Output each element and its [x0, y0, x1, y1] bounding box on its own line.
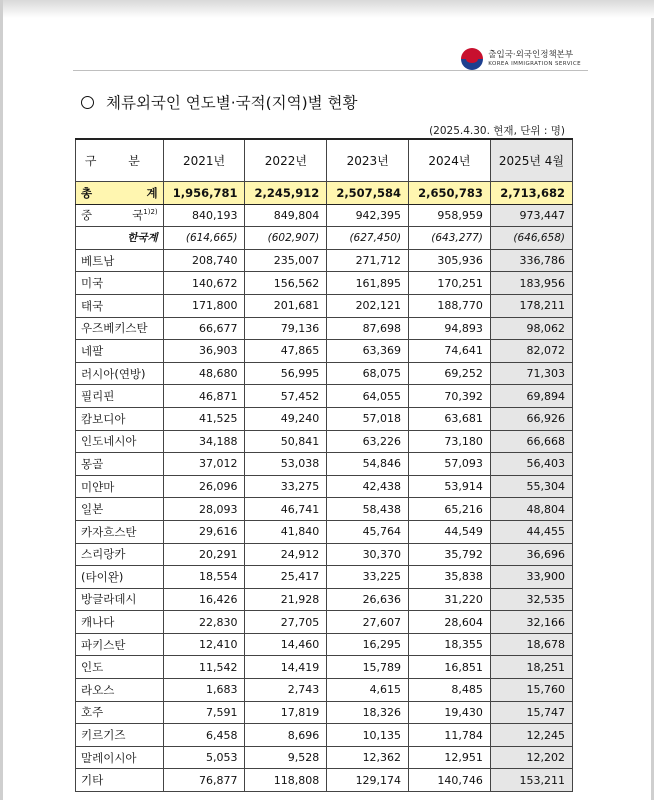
value-cell: 33,225: [327, 566, 409, 589]
value-cell: 11,542: [163, 656, 245, 679]
document-title: [81, 91, 357, 113]
value-cell: 8,696: [245, 724, 327, 747]
agency-name-english: KOREA IMMIGRATION SERVICE: [488, 61, 581, 67]
foreign-residents-table: [75, 138, 573, 792]
table-row: [76, 475, 573, 498]
value-cell: 21,928: [245, 588, 327, 611]
value-cell: 64,055: [327, 385, 409, 408]
country-name: 캐나다: [76, 611, 164, 634]
table-row: [76, 633, 573, 656]
value-cell: 68,075: [327, 362, 409, 385]
table-row: [76, 498, 573, 521]
country-name: 파키스탄: [76, 633, 164, 656]
value-cell: 30,370: [327, 543, 409, 566]
value-cell: 58,438: [327, 498, 409, 521]
table-row: [76, 701, 573, 724]
value-cell: 9,528: [245, 746, 327, 769]
value-cell: 15,789: [327, 656, 409, 679]
value-cell: 70,392: [409, 385, 491, 408]
value-cell: 1,956,781: [163, 182, 245, 205]
column-header-year: 2023년: [327, 139, 409, 182]
scan-shadow: [3, 0, 654, 18]
value-cell: 66,668: [490, 430, 572, 453]
value-cell: 6,458: [163, 724, 245, 747]
country-name: 미얀마: [76, 475, 164, 498]
value-cell: 14,419: [245, 656, 327, 679]
value-cell: 19,430: [409, 701, 491, 724]
table-row: [76, 656, 573, 679]
value-cell: 29,616: [163, 520, 245, 543]
value-cell: 2,713,682: [490, 182, 572, 205]
value-cell: 4,615: [327, 679, 409, 702]
value-cell: 183,956: [490, 272, 572, 295]
value-cell: 27,607: [327, 611, 409, 634]
table-row: [76, 294, 573, 317]
value-cell: 271,712: [327, 249, 409, 272]
value-cell: 336,786: [490, 249, 572, 272]
value-cell: 55,304: [490, 475, 572, 498]
value-cell: 942,395: [327, 204, 409, 227]
value-cell: 56,995: [245, 362, 327, 385]
value-cell: 66,926: [490, 407, 572, 430]
value-cell: 63,226: [327, 430, 409, 453]
value-cell: 44,455: [490, 520, 572, 543]
value-cell: 161,895: [327, 272, 409, 295]
value-cell: 79,136: [245, 317, 327, 340]
value-cell: 69,894: [490, 385, 572, 408]
value-cell: 156,562: [245, 272, 327, 295]
value-cell: 49,240: [245, 407, 327, 430]
country-name: 라오스: [76, 679, 164, 702]
value-cell: 41,840: [245, 520, 327, 543]
country-name: 말레이시아: [76, 746, 164, 769]
country-name: 베트남: [76, 249, 164, 272]
agency-logo: [461, 48, 581, 70]
column-header-year: 2025년 4월: [490, 139, 572, 182]
value-cell: 94,893: [409, 317, 491, 340]
table-row: [76, 272, 573, 295]
value-cell: 18,554: [163, 566, 245, 589]
value-cell: 958,959: [409, 204, 491, 227]
country-name: 태국: [76, 294, 164, 317]
value-cell: 44,549: [409, 520, 491, 543]
value-cell: 15,760: [490, 679, 572, 702]
value-cell: 69,252: [409, 362, 491, 385]
value-cell: 188,770: [409, 294, 491, 317]
value-cell: 57,018: [327, 407, 409, 430]
table-row: [76, 204, 573, 227]
total-row: [76, 182, 573, 205]
value-cell: 48,804: [490, 498, 572, 521]
country-name: 스리랑카: [76, 543, 164, 566]
value-cell: 12,202: [490, 746, 572, 769]
table-row: [76, 611, 573, 634]
country-name: 일본: [76, 498, 164, 521]
value-cell: 35,792: [409, 543, 491, 566]
value-cell: 202,121: [327, 294, 409, 317]
country-name: 네팔: [76, 340, 164, 363]
value-cell: 37,012: [163, 453, 245, 476]
value-cell: 27,705: [245, 611, 327, 634]
value-cell: 11,784: [409, 724, 491, 747]
value-cell: 32,535: [490, 588, 572, 611]
value-cell: 208,740: [163, 249, 245, 272]
value-cell: (614,665): [163, 227, 245, 250]
unit-note: (2025.4.30. 현재, 단위 : 명): [429, 125, 565, 137]
bullet-circle-icon: [81, 96, 94, 109]
value-cell: 63,369: [327, 340, 409, 363]
value-cell: 1,683: [163, 679, 245, 702]
value-cell: 12,951: [409, 746, 491, 769]
value-cell: (646,658): [490, 227, 572, 250]
value-cell: 305,936: [409, 249, 491, 272]
value-cell: 118,808: [245, 769, 327, 792]
value-cell: 65,216: [409, 498, 491, 521]
value-cell: 140,746: [409, 769, 491, 792]
value-cell: 87,698: [327, 317, 409, 340]
value-cell: 18,355: [409, 633, 491, 656]
value-cell: 10,135: [327, 724, 409, 747]
header-divider: [73, 70, 588, 71]
value-cell: 849,804: [245, 204, 327, 227]
country-name: 러시아(연방): [76, 362, 164, 385]
subtotal-row: [76, 227, 573, 250]
column-header-category: 구 분: [76, 139, 164, 182]
table-row: [76, 543, 573, 566]
value-cell: (643,277): [409, 227, 491, 250]
value-cell: 31,220: [409, 588, 491, 611]
column-header-year: 2024년: [409, 139, 491, 182]
value-cell: 5,053: [163, 746, 245, 769]
country-name: 중 국$^{1)2)}$: [76, 204, 164, 227]
value-cell: 34,188: [163, 430, 245, 453]
table-row: [76, 453, 573, 476]
value-cell: 32,166: [490, 611, 572, 634]
table-row: [76, 430, 573, 453]
value-cell: 45,764: [327, 520, 409, 543]
value-cell: 24,912: [245, 543, 327, 566]
value-cell: 2,743: [245, 679, 327, 702]
table-row: [76, 566, 573, 589]
value-cell: 15,747: [490, 701, 572, 724]
value-cell: 178,211: [490, 294, 572, 317]
value-cell: 170,251: [409, 272, 491, 295]
agency-name-korean: 출입국·외국인정책본부: [488, 50, 574, 60]
value-cell: 33,275: [245, 475, 327, 498]
value-cell: 28,093: [163, 498, 245, 521]
value-cell: 7,591: [163, 701, 245, 724]
country-name: (타이완): [76, 566, 164, 589]
value-cell: 47,865: [245, 340, 327, 363]
table-row: [76, 407, 573, 430]
value-cell: 26,096: [163, 475, 245, 498]
value-cell: 8,485: [409, 679, 491, 702]
value-cell: 12,245: [490, 724, 572, 747]
value-cell: 12,362: [327, 746, 409, 769]
country-name: 몽골: [76, 453, 164, 476]
value-cell: 63,681: [409, 407, 491, 430]
value-cell: 18,326: [327, 701, 409, 724]
value-cell: 56,403: [490, 453, 572, 476]
table-row: [76, 588, 573, 611]
value-cell: 17,819: [245, 701, 327, 724]
value-cell: 57,452: [245, 385, 327, 408]
table-row: [76, 724, 573, 747]
value-cell: 73,180: [409, 430, 491, 453]
table-row: [76, 340, 573, 363]
value-cell: (602,907): [245, 227, 327, 250]
table-row: [76, 769, 573, 792]
value-cell: 16,426: [163, 588, 245, 611]
value-cell: 71,303: [490, 362, 572, 385]
country-name: 인도네시아: [76, 430, 164, 453]
value-cell: 2,650,783: [409, 182, 491, 205]
value-cell: 16,851: [409, 656, 491, 679]
value-cell: 46,871: [163, 385, 245, 408]
value-cell: 82,072: [490, 340, 572, 363]
value-cell: 22,830: [163, 611, 245, 634]
country-name: 인도: [76, 656, 164, 679]
value-cell: 12,410: [163, 633, 245, 656]
country-name: 캄보디아: [76, 407, 164, 430]
value-cell: 36,903: [163, 340, 245, 363]
country-name: 방글라데시: [76, 588, 164, 611]
table-row: [76, 746, 573, 769]
table-row: [76, 385, 573, 408]
value-cell: 57,093: [409, 453, 491, 476]
country-name: 키르기즈: [76, 724, 164, 747]
country-name: 호주: [76, 701, 164, 724]
value-cell: 53,038: [245, 453, 327, 476]
value-cell: 48,680: [163, 362, 245, 385]
value-cell: 53,914: [409, 475, 491, 498]
table-row: [76, 249, 573, 272]
taegeuk-emblem-icon: [461, 48, 483, 70]
country-name: 필리핀: [76, 385, 164, 408]
value-cell: 840,193: [163, 204, 245, 227]
table-row: [76, 362, 573, 385]
value-cell: 2,245,912: [245, 182, 327, 205]
value-cell: 26,636: [327, 588, 409, 611]
table-row: [76, 317, 573, 340]
table-row: [76, 679, 573, 702]
value-cell: 201,681: [245, 294, 327, 317]
value-cell: 14,460: [245, 633, 327, 656]
value-cell: 25,417: [245, 566, 327, 589]
country-name: 총 계: [76, 182, 164, 205]
value-cell: 235,007: [245, 249, 327, 272]
value-cell: 41,525: [163, 407, 245, 430]
value-cell: 28,604: [409, 611, 491, 634]
value-cell: 42,438: [327, 475, 409, 498]
value-cell: 50,841: [245, 430, 327, 453]
country-name: 한국계: [76, 227, 164, 250]
value-cell: 18,678: [490, 633, 572, 656]
value-cell: 171,800: [163, 294, 245, 317]
value-cell: 16,295: [327, 633, 409, 656]
country-name: 기타: [76, 769, 164, 792]
value-cell: 54,846: [327, 453, 409, 476]
value-cell: 153,211: [490, 769, 572, 792]
value-cell: 140,672: [163, 272, 245, 295]
country-name: 미국: [76, 272, 164, 295]
table-row: [76, 520, 573, 543]
value-cell: 36,696: [490, 543, 572, 566]
footnote-marker: 1)2): [143, 208, 158, 217]
value-cell: 2,507,584: [327, 182, 409, 205]
value-cell: (627,450): [327, 227, 409, 250]
value-cell: 74,641: [409, 340, 491, 363]
value-cell: 20,291: [163, 543, 245, 566]
value-cell: 66,677: [163, 317, 245, 340]
country-name: 우즈베키스탄: [76, 317, 164, 340]
column-header-year: 2021년: [163, 139, 245, 182]
value-cell: 973,447: [490, 204, 572, 227]
document-title-text: 체류외국인 연도별·국적(지역)별 현황: [106, 94, 358, 112]
value-cell: 46,741: [245, 498, 327, 521]
value-cell: 98,062: [490, 317, 572, 340]
column-header-year: 2022년: [245, 139, 327, 182]
country-name: 카자흐스탄: [76, 520, 164, 543]
value-cell: 129,174: [327, 769, 409, 792]
value-cell: 18,251: [490, 656, 572, 679]
value-cell: 33,900: [490, 566, 572, 589]
value-cell: 35,838: [409, 566, 491, 589]
value-cell: 76,877: [163, 769, 245, 792]
